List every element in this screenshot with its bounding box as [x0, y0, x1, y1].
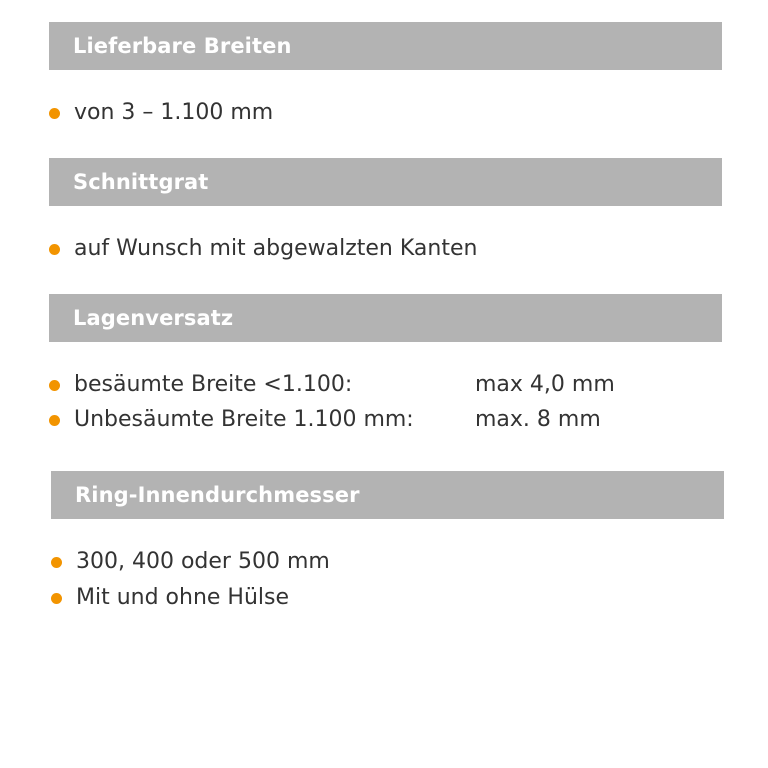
section-header-lieferbare-breiten: Lieferbare Breiten: [49, 22, 722, 70]
bullet-dot-icon: [51, 593, 62, 604]
list-item-value: max 4,0 mm: [475, 372, 615, 397]
bullet-dot-icon: [51, 557, 62, 568]
section-header-schnittgrat: Schnittgrat: [49, 158, 722, 206]
bullet-dot-icon: [49, 244, 60, 255]
section-header-ring-innendurchmesser: Ring-Innendurchmesser: [51, 471, 724, 519]
list-item-text: von 3 – 1.100 mm: [74, 100, 274, 125]
list-item-text: Unbesäumte Breite 1.100 mm:: [74, 407, 414, 432]
bullet-dot-icon: [49, 415, 60, 426]
list-item-text: besäumte Breite <1.100:: [74, 372, 353, 397]
list-item-text: 300, 400 oder 500 mm: [76, 549, 330, 574]
bullet-dot-icon: [49, 380, 60, 391]
bullet-dot-icon: [49, 108, 60, 119]
list-item-text: auf Wunsch mit abgewalzten Kanten: [74, 236, 478, 261]
list-item-text: Mit und ohne Hülse: [76, 585, 290, 610]
list-item-value: max. 8 mm: [475, 407, 601, 432]
section-header-lagenversatz: Lagenversatz: [49, 294, 722, 342]
